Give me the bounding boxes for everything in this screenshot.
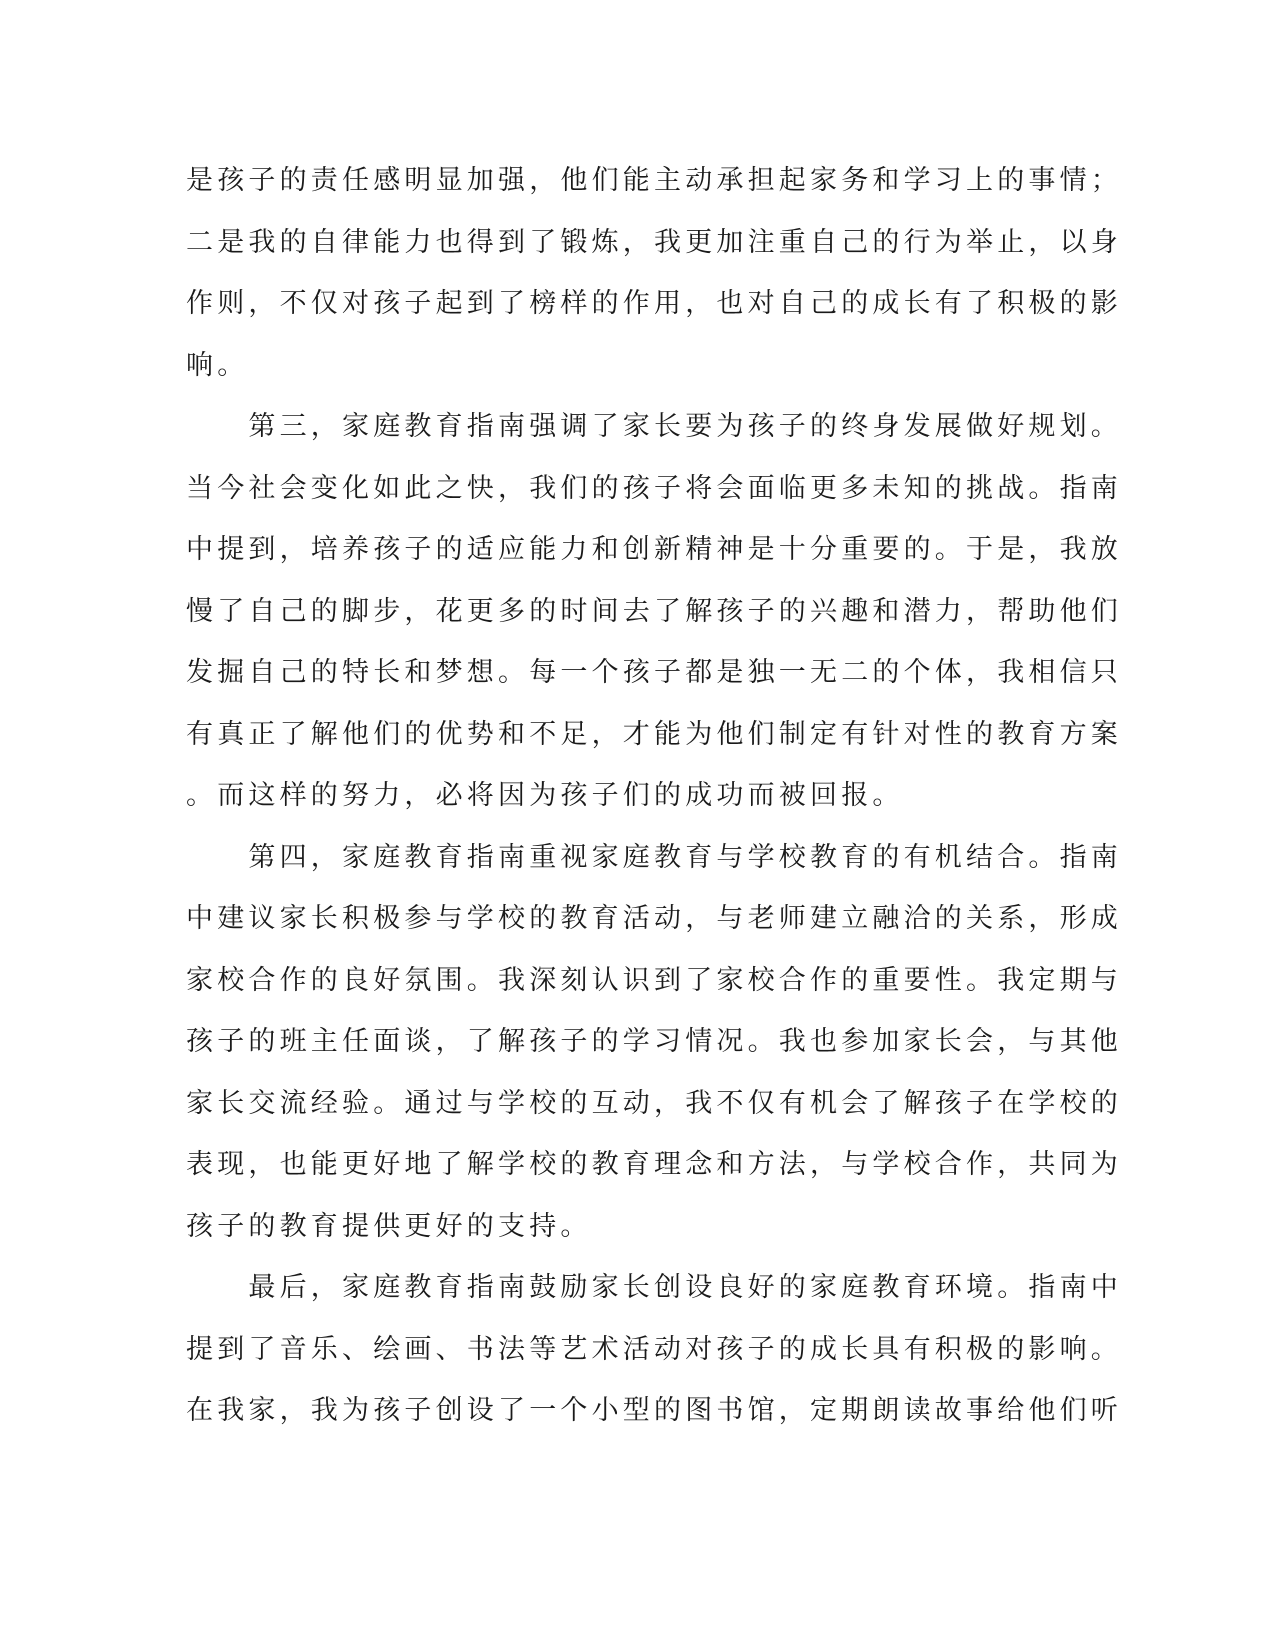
- text-line: 家长交流经验。通过与学校的互动，我不仅有机会了解孩子在学校的: [186, 1087, 1122, 1119]
- text-line: 响。: [186, 349, 249, 381]
- text-line: 家校合作的良好氛围。我深刻认识到了家校合作的重要性。我定期与: [186, 964, 1122, 996]
- text-line: 当今社会变化如此之快，我们的孩子将会面临更多未知的挑战。指南: [186, 472, 1122, 504]
- text-line: 发掘自己的特长和梦想。每一个孩子都是独一无二的个体，我相信只: [186, 657, 1122, 688]
- text-line: 有真正了解他们的优势和不足，才能为他们制定有针对性的教育方案: [186, 718, 1122, 750]
- text-line: 是孩子的责任感明显加强，他们能主动承担起家务和学习上的事情；: [186, 165, 1122, 196]
- text-line: 作则，不仅对孩子起到了榜样的作用，也对自己的成长有了积极的影: [186, 288, 1122, 319]
- text-line: 在我家，我为孩子创设了一个小型的图书馆，定期朗读故事给他们听: [186, 1395, 1122, 1426]
- text-line: 二是我的自律能力也得到了锻炼，我更加注重自己的行为举止，以身: [186, 226, 1122, 258]
- text-line: 表现，也能更好地了解学校的教育理念和方法，与学校合作，共同为: [186, 1149, 1122, 1180]
- document-body: [186, 150, 1122, 1442]
- text-line: 提到了音乐、绘画、书法等艺术活动对孩子的成长具有积极的影响。: [186, 1333, 1122, 1365]
- text-line: 慢了自己的脚步，花更多的时间去了解孩子的兴趣和潜力，帮助他们: [186, 595, 1122, 627]
- text-line: 中提到，培养孩子的适应能力和创新精神是十分重要的。于是，我放: [186, 534, 1122, 565]
- text-line: 。而这样的努力，必将因为孩子们的成功而被回报。: [186, 780, 904, 811]
- paragraph-start-line: 第三，家庭教育指南强调了家长要为孩子的终身发展做好规划。: [186, 411, 1122, 442]
- paragraph-start-line: 最后，家庭教育指南鼓励家长创设良好的家庭教育环境。指南中: [186, 1272, 1122, 1303]
- paragraph-start-line: 第四，家庭教育指南重视家庭教育与学校教育的有机结合。指南: [186, 841, 1122, 873]
- text-line: 孩子的教育提供更好的支持。: [186, 1210, 592, 1242]
- text-line: 孩子的班主任面谈，了解孩子的学习情况。我也参加家长会，与其他: [186, 1026, 1122, 1057]
- text-line: 中建议家长积极参与学校的教育活动，与老师建立融洽的关系，形成: [186, 903, 1122, 934]
